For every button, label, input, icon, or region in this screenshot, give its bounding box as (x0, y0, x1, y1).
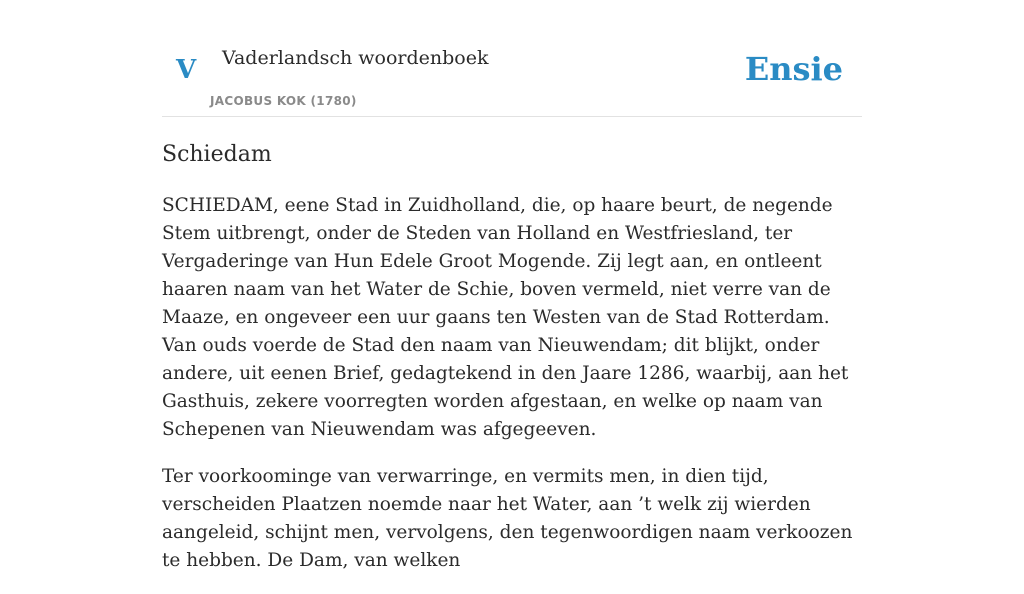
dictionary-title[interactable]: Vaderlandsch woordenboek (222, 47, 489, 69)
dictionary-header (162, 0, 862, 117)
entry-title: Schiedam (162, 142, 272, 167)
entry-paragraph: SCHIEDAM, eene Stad in Zuidholland, die, op haare beurt, de negende Stem uitbrengt, onder de Steden van Holland en Westfriesland, ter Vergaderinge van Hun Edele Groot Mogende. Zij legt aan, en ontleent haaren naam van het Water de Schie, boven vermeld, niet verre van de Maaze, en ongeveer een uur gaans ten Westen van de Stad Rotterdam. Van ouds voerde de Stad den naam van Nieuwendam; dit blijkt, onder andere, uit eenen Brief, gedagtekend in den Jaare 1286, waarbij, aan het Gasthuis, zekere voorregten worden afgestaan, en welke op naam van Schepenen van Nieuwendam was afgegeeven. (162, 195, 849, 440)
entry-paragraph: Ter voorkoominge van verwarringe, en vermits men, in dien tijd, verscheiden Plaatzen noemde naar het Water, aan ’t welk zij wierden aangeleid, schijnt men, vervolgens, den tegenwoordigen naam verkoozen te hebben. De Dam, van welken (162, 466, 853, 571)
page-container (162, 0, 862, 571)
dictionary-letter-badge[interactable]: V (176, 55, 197, 85)
entry-body (162, 192, 862, 594)
dictionary-author: JACOBUS KOK (1780) (210, 94, 357, 108)
ensie-logo-link[interactable]: Ensie (744, 50, 843, 88)
